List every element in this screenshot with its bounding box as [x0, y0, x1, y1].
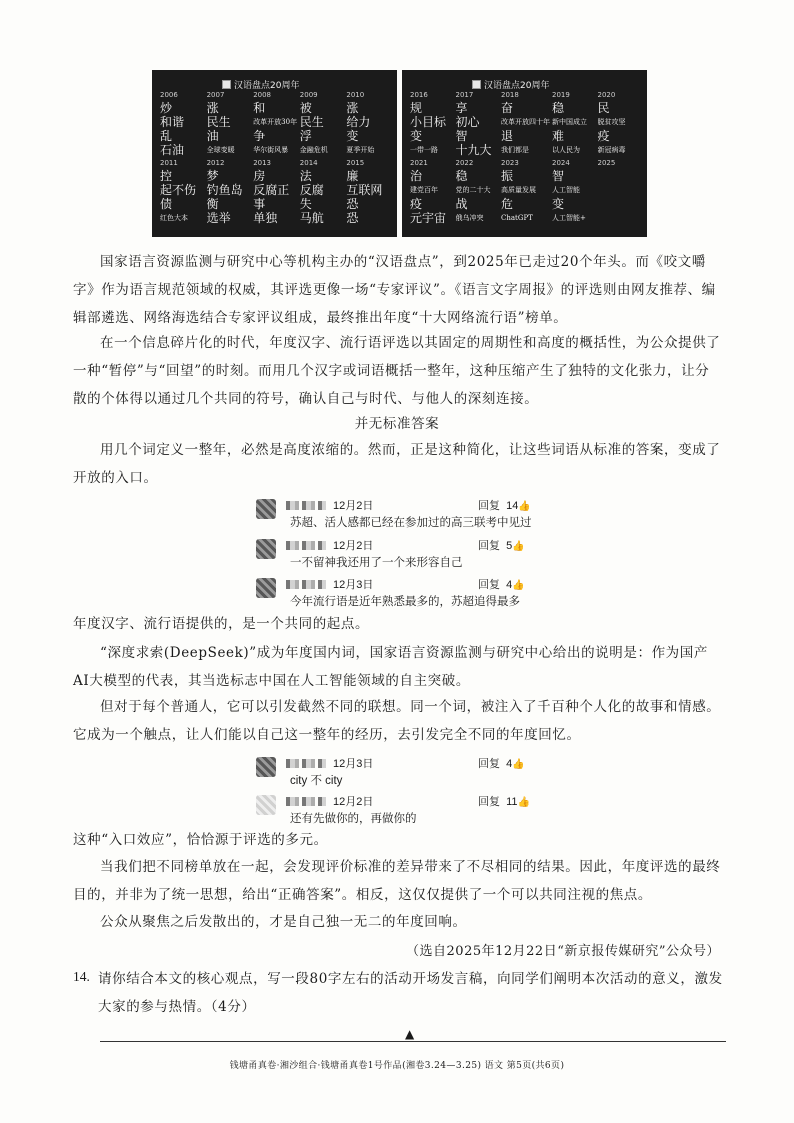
year-label: 2008 [253, 91, 272, 99]
year-word: 智 [552, 169, 565, 183]
year-label: 2009 [299, 91, 318, 99]
year-word: 全球变暖 [206, 146, 235, 154]
year-word: 十九大 [455, 143, 492, 157]
year-word: 党的二十大 [455, 186, 491, 194]
avatar [256, 795, 276, 815]
source-citation: （选自2025年12月22日“新京报传媒研究”公众号） [406, 944, 720, 959]
question-text: 请你结合本文的核心观点，写一段80字左右的活动开场发言稿，向同学们阐明本次活动的意义，激发大家的参与热情。（4分） [98, 971, 723, 1015]
year-word: 危 [501, 197, 514, 211]
year-label: 2021 [410, 159, 428, 167]
year-word: 油 [206, 129, 219, 143]
reply-label: 回复 [478, 796, 500, 808]
year-cell [598, 160, 642, 226]
year-word: 元宇宙 [410, 211, 447, 225]
year-label: 2020 [597, 91, 616, 99]
year-word: 金融危机 [299, 146, 328, 154]
year-label: 2015 [346, 159, 365, 167]
comment-date: 12月2日 [333, 796, 374, 808]
like-count: 4 [506, 758, 513, 770]
panel-title [472, 78, 641, 90]
word-of-year-figure [152, 70, 647, 237]
year-cell [346, 160, 391, 226]
year-word: 马航 [299, 211, 324, 225]
year-label: 2012 [206, 159, 225, 167]
comment-date: 12月3日 [333, 579, 374, 591]
year-word: 变 [410, 129, 423, 143]
year-word: 治 [410, 169, 423, 183]
reply-button[interactable] [478, 793, 530, 809]
year-grid-right [410, 92, 641, 226]
year-cell [501, 92, 550, 158]
year-word: 选举 [206, 211, 231, 225]
paragraph-2: 在一个信息碎片化的时代，年度汉字、流行语评选以其固定的周期性和高度的概括性，为公众提供了一种“暂停”与“回望”的时刻。而用几个汉字或词语概括一整年，这种压缩产生了独特的文化张力，让分散的个体得以通过几个共同的符号，确认自己与时代、与他人的深刻连接。 [73, 335, 721, 407]
year-word: 失 [299, 197, 312, 211]
reply-button[interactable] [478, 576, 525, 592]
year-word: 石油 [160, 143, 185, 157]
comment-item [256, 755, 556, 795]
year-word: 变 [346, 129, 359, 143]
year-word: 稳 [552, 101, 565, 115]
year-word: 法 [299, 169, 312, 183]
triangle-icon: ▲ [405, 1027, 415, 1041]
avatar [256, 757, 276, 777]
year-word: 民生 [299, 115, 324, 129]
thumbs-up-icon: 👍 [512, 759, 525, 770]
year-word: 房 [253, 169, 266, 183]
year-word: 高质量发展 [501, 186, 536, 194]
year-word: 建党百年 [410, 186, 438, 194]
comment-date: 12月2日 [333, 500, 374, 512]
year-word: 和谐 [160, 115, 185, 129]
year-word: 起不伤 [160, 183, 197, 197]
avatar [256, 539, 276, 559]
comment-item [256, 497, 556, 537]
year-word: 新冠病毒 [597, 146, 626, 154]
year-label: 2010 [346, 91, 365, 99]
username-blurred [286, 759, 326, 768]
section-subtitle: 并无标准答案 [354, 416, 440, 432]
year-cell [552, 92, 596, 158]
year-word: 夏季开始 [346, 146, 375, 154]
year-word: 给力 [346, 115, 371, 129]
comment-item [256, 537, 556, 577]
reply-button[interactable] [478, 755, 525, 771]
year-word: 战 [455, 197, 468, 211]
username-blurred [286, 501, 326, 510]
year-word: 疫 [410, 197, 423, 211]
year-word: 被 [299, 101, 312, 115]
year-cell [207, 92, 252, 158]
avatar [256, 499, 276, 519]
year-word: 享 [455, 101, 468, 115]
year-cell [346, 92, 391, 158]
like-count: 4 [506, 579, 513, 591]
year-word: 脱贫攻坚 [597, 118, 626, 126]
year-word: 退 [501, 129, 514, 143]
year-word: 反腐 [299, 183, 324, 197]
year-word: 我们都是 [501, 146, 529, 154]
year-cell [300, 160, 345, 226]
year-label: 2013 [253, 159, 272, 167]
year-word: 人工智能+ [552, 214, 586, 222]
year-word: 变 [552, 197, 565, 211]
year-word: 改革开放30年 [253, 118, 298, 126]
year-label: 2006 [160, 91, 178, 99]
username-blurred [286, 541, 326, 550]
year-word: 振 [501, 169, 514, 183]
year-cell [410, 160, 454, 226]
comment-date: 12月2日 [333, 540, 374, 552]
year-label: 2025 [597, 159, 616, 167]
year-word: 疫 [597, 129, 610, 143]
year-grid-left [160, 92, 391, 226]
year-cell [456, 160, 500, 226]
thumbs-up-icon: 👍 [518, 501, 531, 512]
year-cell [253, 160, 298, 226]
thumbs-up-icon: 👍 [512, 541, 525, 552]
year-word: 衡 [206, 197, 219, 211]
year-word: 事 [253, 197, 266, 211]
year-word: 恐 [346, 197, 359, 211]
comment-text: 苏超、活人感都已经在参加过的高三联考中见过 [290, 517, 532, 529]
year-word: 难 [552, 129, 565, 143]
year-cell [207, 160, 252, 226]
reply-label: 回复 [478, 500, 500, 512]
year-cell [501, 160, 550, 226]
year-word: 稳 [455, 169, 468, 183]
paragraph-7: 这种“入口效应”，恰恰源于评选的多元。 [73, 832, 328, 848]
username-blurred [286, 797, 326, 806]
year-word: ChatGPT [501, 214, 533, 222]
year-label: 2007 [206, 91, 225, 99]
year-label: 2017 [455, 91, 474, 99]
year-word: 俄乌冲突 [455, 214, 484, 222]
year-word: 红色大本 [160, 214, 188, 222]
like-count: 5 [506, 540, 513, 552]
logo-icon [472, 80, 481, 89]
reply-button[interactable] [478, 537, 525, 553]
paragraph-8: 当我们把不同榜单放在一起，会发现评价标准的差异带来了不尽相同的结果。因此，年度评选的最终目的，并非为了统一思想，给出“正确答案”。相反，这仅仅提供了一个可以共同注视的焦点。 [73, 859, 721, 903]
year-label: 2023 [501, 159, 519, 167]
year-cell [410, 92, 454, 158]
page-footer: 钱塘甬真卷·湘沙组合·钱塘甬真卷1号作品(湘卷3.24—3.25) 语文 第5页(共6页) [229, 1061, 565, 1071]
year-label: 2024 [552, 159, 570, 167]
year-label: 2019 [552, 91, 570, 99]
year-word: 智 [455, 129, 468, 143]
comment-text: 还有先做你的，再做你的 [290, 813, 417, 825]
year-word: 廉 [346, 169, 359, 183]
panel-title [222, 78, 391, 90]
panel-title-text: 汉语盘点20周年 [484, 80, 550, 91]
year-cell [160, 160, 205, 226]
year-word: 恐 [346, 211, 359, 225]
year-word: 一带一路 [410, 146, 438, 154]
year-word: 改革开放四十年 [501, 118, 550, 126]
reply-button[interactable] [478, 497, 531, 513]
paragraph-5: “深度求索(DeepSeek)”成为年度国内词，国家语言资源监测与研究中心给出的说明是：作为国产AI大模型的代表，其当选标志中国在人工智能领域的自主突破。 [73, 645, 708, 689]
thumbs-up-icon: 👍 [517, 797, 530, 808]
reply-label: 回复 [478, 758, 500, 770]
comment-text: 一不留神我还用了一个来形容自己 [290, 557, 463, 569]
year-word: 控 [160, 169, 173, 183]
year-word: 小目标 [410, 115, 447, 129]
year-word: 人工智能 [552, 186, 580, 194]
year-label: 2022 [455, 159, 474, 167]
year-word: 债 [160, 197, 173, 211]
paragraph-3: 用几个词定义一整年，必然是高度浓缩的。然而，正是这种简化，让这些词语从标准的答案，变成了开放的入口。 [73, 442, 721, 486]
year-word: 单独 [253, 211, 278, 225]
year-word: 规 [410, 101, 423, 115]
paragraph-1: 国家语言资源监测与研究中心等机构主办的“汉语盘点”，到2025年已走过20个年头。而《咬文嚼字》作为语言规范领域的权威，其评选更像一场“专家评议”。《语言文字周报》的评选则由网友推荐、编辑部遴选、网络海选结合专家评议组成，最终推出年度“十大网络流行语”榜单。 [73, 254, 716, 326]
logo-icon [222, 80, 231, 89]
year-label: 2014 [299, 159, 318, 167]
year-cell [300, 92, 345, 158]
year-word: 浮 [299, 129, 312, 143]
year-word: 钓鱼岛 [206, 183, 243, 197]
year-label: 2018 [501, 91, 519, 99]
year-word: 华尔街风暴 [253, 146, 289, 154]
year-cell [253, 92, 298, 158]
thumbs-up-icon: 👍 [512, 580, 525, 591]
year-word: 争 [253, 129, 266, 143]
year-word: 乱 [160, 129, 173, 143]
reply-label: 回复 [478, 579, 500, 591]
year-word: 以人民为 [552, 146, 580, 154]
year-cell [552, 160, 596, 226]
year-word: 涨 [346, 101, 359, 115]
year-word: 新中国成立 [552, 118, 587, 126]
comment-date: 12月3日 [333, 758, 374, 770]
year-label: 2016 [410, 91, 428, 99]
comment-text: city 不 city [290, 775, 343, 787]
like-count: 14 [506, 500, 519, 512]
comment-text: 今年流行语是近年熟悉最多的，苏超追得最多 [290, 596, 520, 608]
year-word: 炒 [160, 101, 173, 115]
paragraph-9: 公众从聚焦之后发散出的，才是自己独一无二的年度回响。 [100, 914, 467, 930]
year-cell [456, 92, 500, 158]
like-count: 11 [506, 796, 518, 808]
question-number: 14. [73, 969, 90, 984]
panel-2006-2015 [152, 70, 397, 237]
paragraph-4: 年度汉字、流行语提供的，是一个共同的起点。 [73, 616, 370, 632]
year-word: 民 [597, 101, 610, 115]
paragraph-6: 但对于每个普通人，它可以引发截然不同的联想。同一个词，被注入了千百种个人化的故事和情感。它成为一个触点，让人们能以自己这一整年的经历，去引发完全不同的年度回忆。 [73, 699, 721, 743]
panel-2016-2025 [402, 70, 647, 237]
year-word: 和 [253, 101, 266, 115]
panel-title-text: 汉语盘点20周年 [234, 80, 300, 91]
year-cell [598, 92, 642, 158]
year-word: 梦 [206, 169, 219, 183]
year-cell [160, 92, 205, 158]
footer-divider [100, 1041, 726, 1042]
year-word: 涨 [206, 101, 219, 115]
year-word: 初心 [455, 115, 480, 129]
reply-label: 回复 [478, 540, 500, 552]
year-word: 互联网 [346, 183, 383, 197]
year-word: 反腐正 [253, 183, 290, 197]
year-word: 民生 [206, 115, 231, 129]
username-blurred [286, 580, 326, 589]
avatar [256, 578, 276, 598]
year-label: 2011 [160, 159, 178, 167]
year-word: 奋 [501, 101, 514, 115]
